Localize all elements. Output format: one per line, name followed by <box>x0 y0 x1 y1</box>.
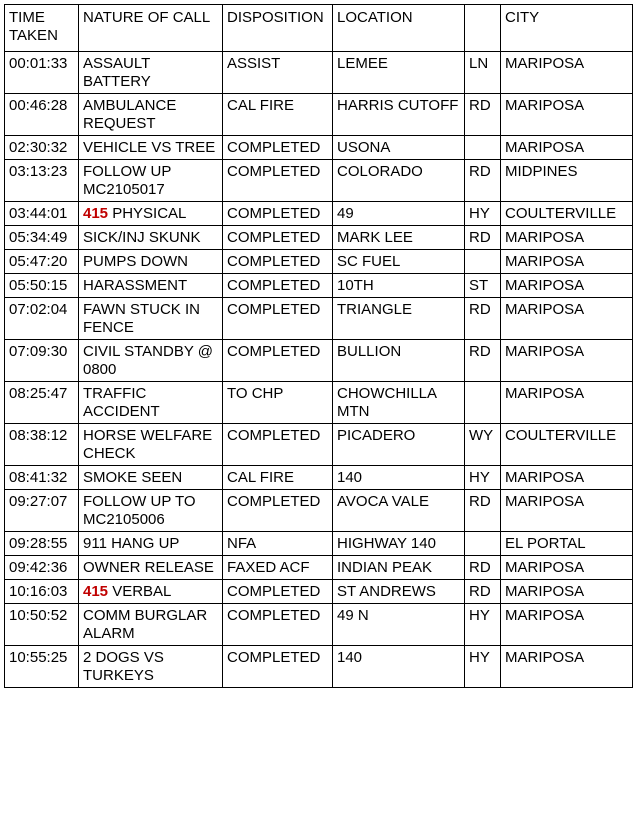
nature-cell <box>79 202 223 226</box>
location-cell: PICADERO <box>333 424 465 466</box>
time-cell: 09:28:55 <box>5 532 79 556</box>
header-suffix <box>465 5 501 52</box>
disposition-cell: COMPLETED <box>223 604 333 646</box>
location-cell: BULLION <box>333 340 465 382</box>
street-suffix-cell: RD <box>465 226 501 250</box>
time-cell: 02:30:32 <box>5 136 79 160</box>
disposition-cell: COMPLETED <box>223 250 333 274</box>
table-row <box>5 226 633 250</box>
city-cell: MARIPOSA <box>501 646 633 688</box>
time-cell: 08:41:32 <box>5 466 79 490</box>
time-cell: 09:27:07 <box>5 490 79 532</box>
location-cell: INDIAN PEAK <box>333 556 465 580</box>
city-cell: MARIPOSA <box>501 298 633 340</box>
city-cell: EL PORTAL <box>501 532 633 556</box>
disposition-cell: TO CHP <box>223 382 333 424</box>
location-cell: AVOCA VALE <box>333 490 465 532</box>
location-cell: LEMEE <box>333 52 465 94</box>
nature-text: TRAFFIC ACCIDENT <box>83 385 160 420</box>
disposition-cell: COMPLETED <box>223 490 333 532</box>
table-row <box>5 382 633 424</box>
disposition-cell: COMPLETED <box>223 202 333 226</box>
street-suffix-cell: RD <box>465 160 501 202</box>
location-cell: CHOWCHILLA MTN <box>333 382 465 424</box>
table-row <box>5 250 633 274</box>
location-cell: 49 N <box>333 604 465 646</box>
street-suffix-cell: LN <box>465 52 501 94</box>
table-row <box>5 604 633 646</box>
nature-cell <box>79 274 223 298</box>
city-cell: MARIPOSA <box>501 466 633 490</box>
nature-cell <box>79 250 223 274</box>
disposition-cell: ASSIST <box>223 52 333 94</box>
table-row <box>5 274 633 298</box>
header-row <box>5 5 633 52</box>
nature-cell <box>79 160 223 202</box>
nature-text: FOLLOW UP MC2105017 <box>83 163 172 198</box>
nature-cell <box>79 52 223 94</box>
nature-cell <box>79 94 223 136</box>
disposition-cell: COMPLETED <box>223 226 333 250</box>
disposition-cell: NFA <box>223 532 333 556</box>
city-cell: MARIPOSA <box>501 604 633 646</box>
nature-cell <box>79 298 223 340</box>
street-suffix-cell: HY <box>465 646 501 688</box>
table-row <box>5 202 633 226</box>
city-cell: COULTERVILLE <box>501 424 633 466</box>
location-cell: TRIANGLE <box>333 298 465 340</box>
location-cell: COLORADO <box>333 160 465 202</box>
nature-cell <box>79 340 223 382</box>
nature-text: PHYSICAL <box>108 205 187 222</box>
nature-text: VERBAL <box>108 583 172 600</box>
time-cell: 09:42:36 <box>5 556 79 580</box>
disposition-cell: COMPLETED <box>223 424 333 466</box>
location-cell: HIGHWAY 140 <box>333 532 465 556</box>
disposition-cell: COMPLETED <box>223 274 333 298</box>
nature-cell <box>79 382 223 424</box>
call-code-highlight: 415 <box>83 583 109 600</box>
location-cell: 140 <box>333 466 465 490</box>
location-cell: SC FUEL <box>333 250 465 274</box>
time-cell: 10:50:52 <box>5 604 79 646</box>
nature-text: 2 DOGS VS TURKEYS <box>83 649 164 684</box>
table-row <box>5 298 633 340</box>
header-city: CITY <box>501 5 633 52</box>
nature-text: VEHICLE VS TREE <box>83 139 216 156</box>
disposition-cell: COMPLETED <box>223 580 333 604</box>
header-location: LOCATION <box>333 5 465 52</box>
table-row <box>5 340 633 382</box>
city-cell: MARIPOSA <box>501 580 633 604</box>
time-cell: 10:16:03 <box>5 580 79 604</box>
location-cell: 140 <box>333 646 465 688</box>
nature-text: ASSAULT BATTERY <box>83 55 151 90</box>
nature-cell <box>79 226 223 250</box>
location-cell: 10TH <box>333 274 465 298</box>
street-suffix-cell: RD <box>465 556 501 580</box>
nature-cell <box>79 136 223 160</box>
location-cell: 49 <box>333 202 465 226</box>
location-cell: HARRIS CUTOFF <box>333 94 465 136</box>
time-cell: 03:13:23 <box>5 160 79 202</box>
city-cell: MARIPOSA <box>501 340 633 382</box>
city-cell: MARIPOSA <box>501 226 633 250</box>
table-row <box>5 646 633 688</box>
table-row <box>5 52 633 94</box>
city-cell: MARIPOSA <box>501 250 633 274</box>
table-row <box>5 490 633 532</box>
location-cell: USONA <box>333 136 465 160</box>
nature-text: PUMPS DOWN <box>83 253 188 270</box>
time-cell: 05:34:49 <box>5 226 79 250</box>
nature-cell <box>79 532 223 556</box>
time-cell: 03:44:01 <box>5 202 79 226</box>
table-row <box>5 556 633 580</box>
table-row <box>5 94 633 136</box>
street-suffix-cell: HY <box>465 604 501 646</box>
time-cell: 05:50:15 <box>5 274 79 298</box>
call-log-table <box>4 4 633 688</box>
header-nature-of-call: NATURE OF CALL <box>79 5 223 52</box>
nature-cell <box>79 424 223 466</box>
nature-cell <box>79 490 223 532</box>
table-row <box>5 580 633 604</box>
street-suffix-cell: RD <box>465 94 501 136</box>
disposition-cell: COMPLETED <box>223 340 333 382</box>
city-cell: MARIPOSA <box>501 274 633 298</box>
disposition-cell: CAL FIRE <box>223 94 333 136</box>
nature-text: FAWN STUCK IN FENCE <box>83 301 200 336</box>
nature-text: HORSE WELFARE CHECK <box>83 427 213 462</box>
city-cell: MARIPOSA <box>501 94 633 136</box>
city-cell: MARIPOSA <box>501 382 633 424</box>
nature-cell <box>79 556 223 580</box>
time-cell: 08:38:12 <box>5 424 79 466</box>
time-cell: 10:55:25 <box>5 646 79 688</box>
time-cell: 05:47:20 <box>5 250 79 274</box>
nature-text: FOLLOW UP TO MC2105006 <box>83 493 196 528</box>
nature-cell <box>79 466 223 490</box>
city-cell: COULTERVILLE <box>501 202 633 226</box>
city-cell: MARIPOSA <box>501 490 633 532</box>
disposition-cell: FAXED ACF <box>223 556 333 580</box>
table-row <box>5 160 633 202</box>
table-row <box>5 136 633 160</box>
nature-text: 911 HANG UP <box>83 535 180 552</box>
nature-text: CIVIL STANDBY @ 0800 <box>83 343 213 378</box>
nature-text: OWNER RELEASE <box>83 559 214 576</box>
location-cell: ST ANDREWS <box>333 580 465 604</box>
street-suffix-cell: ST <box>465 274 501 298</box>
street-suffix-cell: RD <box>465 490 501 532</box>
street-suffix-cell <box>465 250 501 274</box>
city-cell: MARIPOSA <box>501 556 633 580</box>
city-cell: MIDPINES <box>501 160 633 202</box>
call-code-highlight: 415 <box>83 205 109 222</box>
disposition-cell: COMPLETED <box>223 136 333 160</box>
disposition-cell: COMPLETED <box>223 646 333 688</box>
disposition-cell: COMPLETED <box>223 298 333 340</box>
nature-cell <box>79 580 223 604</box>
street-suffix-cell: RD <box>465 340 501 382</box>
street-suffix-cell: RD <box>465 298 501 340</box>
street-suffix-cell <box>465 532 501 556</box>
time-cell: 00:46:28 <box>5 94 79 136</box>
street-suffix-cell <box>465 382 501 424</box>
time-cell: 00:01:33 <box>5 52 79 94</box>
nature-cell <box>79 604 223 646</box>
header-time-taken: TIME TAKEN <box>5 5 79 52</box>
city-cell: MARIPOSA <box>501 52 633 94</box>
disposition-cell: CAL FIRE <box>223 466 333 490</box>
nature-cell <box>79 646 223 688</box>
street-suffix-cell: HY <box>465 466 501 490</box>
time-cell: 08:25:47 <box>5 382 79 424</box>
disposition-cell: COMPLETED <box>223 160 333 202</box>
street-suffix-cell: WY <box>465 424 501 466</box>
location-cell: MARK LEE <box>333 226 465 250</box>
nature-text: SICK/INJ SKUNK <box>83 229 201 246</box>
header-disposition: DISPOSITION <box>223 5 333 52</box>
table-row <box>5 532 633 556</box>
city-cell: MARIPOSA <box>501 136 633 160</box>
table-row <box>5 466 633 490</box>
nature-text: AMBULANCE REQUEST <box>83 97 177 132</box>
time-cell: 07:02:04 <box>5 298 79 340</box>
street-suffix-cell: HY <box>465 202 501 226</box>
time-cell: 07:09:30 <box>5 340 79 382</box>
street-suffix-cell <box>465 136 501 160</box>
street-suffix-cell: RD <box>465 580 501 604</box>
nature-text: SMOKE SEEN <box>83 469 183 486</box>
nature-text: HARASSMENT <box>83 277 188 294</box>
table-row <box>5 424 633 466</box>
nature-text: COMM BURGLAR ALARM <box>83 607 208 642</box>
